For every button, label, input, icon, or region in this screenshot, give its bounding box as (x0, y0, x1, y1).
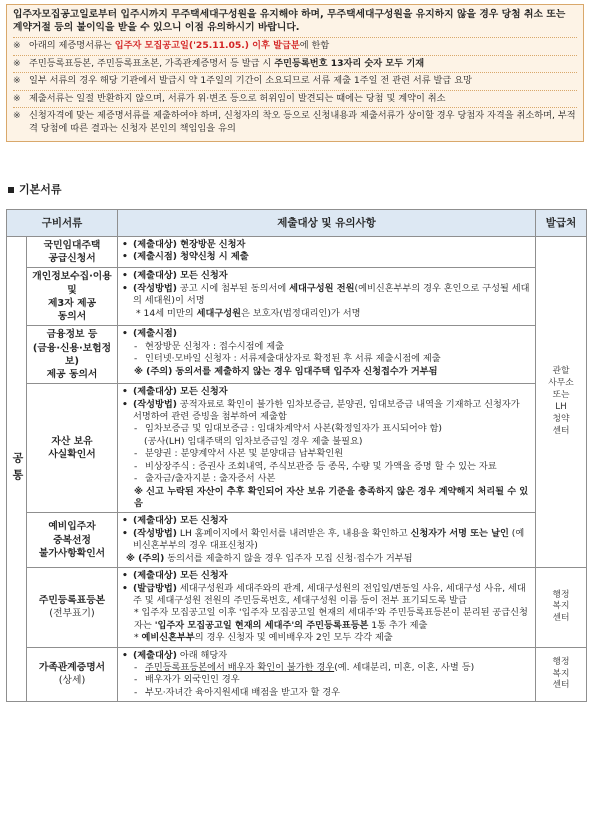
table-header-row (7, 210, 587, 237)
doc-requirements: • (제출대상) 모든 신청자 • (작성방법) 공고 시에 첨부된 동의서에 세대구성원 전원(예비신혼부부의 경우 혼인으로 구성될 세대의 세대원)이 서명 * 14세 미만의 세대구성원은 보호자(법정대리인)가 서명 (118, 268, 536, 326)
doc-name: 국민임대주택 공급신청서 (27, 237, 118, 268)
doc-requirements: • (제출대상) 현장방문 신청자 • (제출시점) 청약신청 시 제출 (118, 237, 536, 268)
table-row (7, 268, 587, 326)
doc-name: 가족관계증명서 (상세) (27, 647, 118, 702)
issuer-admin: 행정 복지 센터 (536, 647, 587, 702)
table-row (7, 568, 587, 648)
doc-requirements: • (제출대상) 아래 해당자 - 주민등록표등본에서 배우자 확인이 불가한 경우(예. 세대분리, 미혼, 이혼, 사별 등) - 배우자가 외국인인 경우 - 부모·자녀간 육아지원세대 배점을 받고자 할 경우 (118, 647, 536, 702)
header-issuer: 발급처 (536, 210, 587, 237)
table-row (7, 513, 587, 568)
notice-highlight-date: 입주자 모집공고일('25.11.05.) 이후 발급분 (114, 40, 300, 52)
doc-name: 주민등록표등본 (전부표기) (27, 568, 118, 648)
issuer-admin: 행정 복지 센터 (536, 568, 587, 648)
issuer-lh: 관할 사무소 또는 LH 청약 센터 (536, 237, 587, 568)
doc-name: 예비입주자 중복선정 불가사항확인서 (27, 513, 118, 568)
notice-item: ※ 일부 서류의 경우 해당 기관에서 발급시 약 1주일의 기간이 소요되므로 서류 제출 1주일 전 관련 서류 발급 요망 (13, 75, 472, 87)
doc-name: 자산 보유 사실확인서 (27, 384, 118, 513)
table-row (7, 647, 587, 702)
header-requirements: 제출대상 및 유의사항 (118, 210, 536, 237)
notice-box (6, 4, 584, 142)
section-heading (8, 183, 62, 198)
doc-requirements: • (제출대상) 모든 신청자 • (작성방법) LH 홈페이지에서 확인서를 내려받은 후, 내용을 확인하고 신청자가 서명 또는 날인 (예비신혼부부의 경우 대표신청자) ※ (주의) 동의서를 제출하지 않을 경우 입주자 모집 신청·접수가 거부됨 (118, 513, 536, 568)
header-documents: 구비서류 (7, 210, 118, 237)
notice-item: ※ 제출서류는 일절 반환하지 않으며, 서류가 위·변조 등으로 허위임이 발견되는 때에는 당첨 및 계약이 취소 (13, 92, 446, 104)
doc-requirements: • (제출시점) - 현장방문 신청자 : 접수시점에 제출 - 인터넷·모바일 신청자 : 서류제출대상자로 확정된 후 서류 제출시점에 제출 ※ (주의) 동의서를 제출하지 않는 경우 임대주택 입주자 신청접수가 거부됨 (118, 326, 536, 384)
table-row (7, 237, 587, 268)
doc-requirements: • (제출대상) 모든 신청자 • (발급방법) 세대구성원과 세대주와의 관계, 세대구성원의 전입일/변동일 사유, 세대구성 사유, 세대주 및 세대구성원 전원의 주민등록번호, 세대구성원 이름 등이 전부 표기되도록 발급 * 입주자 모집공고일 이후 '입주자 모집공고일 현재의 세대주'와 주민등록표등본이 분리된 공급신청자는 '입주자 모집공고일 현재의 세대주'의 주민등록표등본 1통 추가 제출 * 예비신혼부부의 경우 신청자 및 예비배우자 2인 모두 각각 제출 (118, 568, 536, 648)
doc-name: 개인정보수집·이용 및 제3자 제공 동의서 (27, 268, 118, 326)
doc-name: 금융정보 등 (금융·신용·보험정보) 제공 동의서 (27, 326, 118, 384)
table-row (7, 326, 587, 384)
notice-item: ※ 신청자격에 맞는 제증명서류를 제출하여야 하며, 신청자의 착오 등으로 신청내용과 제출서류가 상이할 경우 당첨자 자격을 취소하며, 부적격 당첨에 따른 결과는 신청자 본인의 책임임을 유의 (13, 110, 576, 134)
square-bullet-icon (8, 187, 14, 193)
notice-item: ※ 아래의 제증명서류는 입주자 모집공고일('25.11.05.) 이후 발급분에 한함 (13, 40, 330, 52)
section-title: 기본서류 (19, 183, 62, 196)
doc-requirements: • (제출대상) 모든 신청자 • (작성방법) 공적자료로 확인이 불가한 임차보증금, 분양권, 임대보증금 내역을 기재하고 신청자가 서명하여 관련 증빙을 첨부하여 제출함 - 임차보증금 및 임대보증금 : 임대차계약서 사본(확정일자가 표시되어야 함) (공사(LH) 임대주택의 임차보증금일 경우 제출 불필요) - 분양권 : 분양계약서 사본 및 분양대금 납부확인원 - 비상장주식 : 증권사 조회내역, 주식보관증 등 종목, 수량 및 가액을 증명 할 수 있는 자료 - 출자금/출자지분 : 출자증서 사본 ※ 신고 누락된 자산이 추후 확인되어 자산 보유 기준을 충족하지 않은 경우 계약해지 처리될 수 있음 (118, 384, 536, 513)
table-row (7, 384, 587, 513)
notice-heading: 입주자모집공고일로부터 입주시까지 무주택세대구성원을 유지해야 하며, 무주택세대구성원을 유지하지 않을 경우 당첨 취소 또는 계약거절 등의 불이익을 받을 수 있으니 이점 유의하시기 바랍니다. (13, 9, 566, 34)
notice-item: ※ 주민등록표등본, 주민등록표초본, 가족관계증명서 등 발급 시 주민등록번호 13자리 숫자 모두 기재 (13, 57, 425, 69)
common-category-label: 공통 (7, 237, 27, 702)
documents-table (6, 209, 587, 702)
